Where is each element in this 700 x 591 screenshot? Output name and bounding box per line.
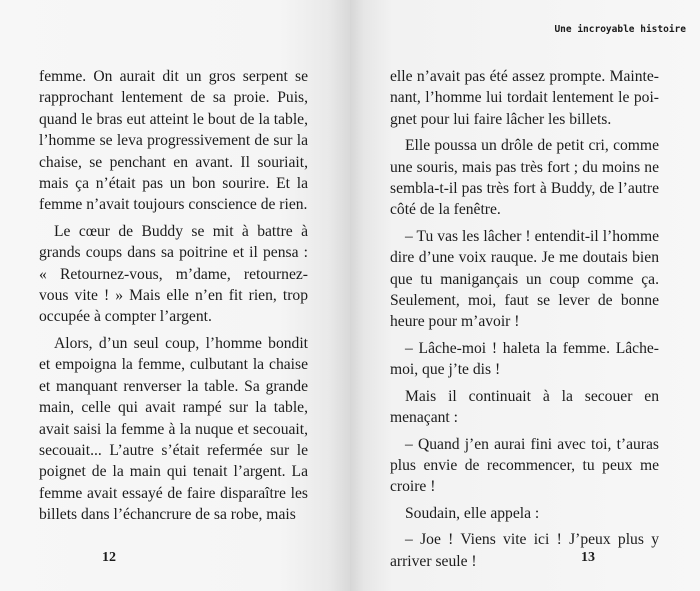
page-number: 13 (581, 550, 595, 565)
right-page-text (390, 66, 659, 577)
page-number: 12 (102, 550, 116, 565)
left-page-text (39, 66, 308, 531)
paragraph: Soudain, elle appela : (405, 504, 540, 522)
paragraph: – Lâche-moi ! haleta la femme. Lâche-moi, que j’te dis ! (390, 339, 659, 379)
paragraph: Mais il continuait à la secouer en menaçant : (390, 387, 659, 427)
running-head: Une incroyable histoire (554, 24, 686, 35)
paragraph: Alors, d’un seul coup, l’homme bondit et empoigna la femme, culbutant la chaise et manquant renverser la table. Sa grande main, celle qui avait rampé sur la table, avait saisi la femme à la nuque et secouait, secouait... L’autre s’était refermée sur le poignet de la main qui tenait l’argent. La femme avait essayé de faire disparaître les billets dans l’échancrure de sa robe, mais (39, 334, 308, 524)
paragraph: femme. On aurait dit un gros serpent se rapprochant lentement de sa proie. Puis, quand le bras eut atteint le bout de la table, l’homme se leva progressivement de sur la chaise, se penchant en avant. Il souriait, mais ça n’était pas un bon sourire. Et la femme n’avait toujours conscience de rien. (39, 68, 308, 214)
right-page (350, 0, 700, 591)
paragraph: Elle poussa un drôle de petit cri, comme une souris, mais pas très fort ; du moins ne sembla-t-il pas très fort à Buddy, de l’autre côté de la fenêtre. (390, 137, 659, 219)
paragraph: – Tu vas les lâcher ! entendit-il l’homme dire d’une voix rauque. Je me doutais bien que tu manigançais un coup comme ça. Seulement, moi, faut se lever de bonne heure pour m’avoir ! (390, 227, 659, 331)
paragraph: Le cœur de Buddy se mit à battre à grands coups dans sa poitrine et il pensa : « Retournez-vous, m’dame, retournez-vous vite ! » Mais elle n’en fit rien, trop occupée à compter l’argent. (39, 222, 308, 326)
paragraph: – Quand j’en aurai fini avec toi, t’auras plus envie de recommencer, tu peux me croire ! (390, 435, 659, 496)
paragraph: – Joe ! Viens vite ici ! J’peux plus y arriver seule ! (390, 531, 659, 570)
paragraph: elle n’avait pas été assez prompte. Maintenant, l’homme lui tordait lentement le poignet pour lui faire lâcher les billets. (390, 68, 659, 128)
